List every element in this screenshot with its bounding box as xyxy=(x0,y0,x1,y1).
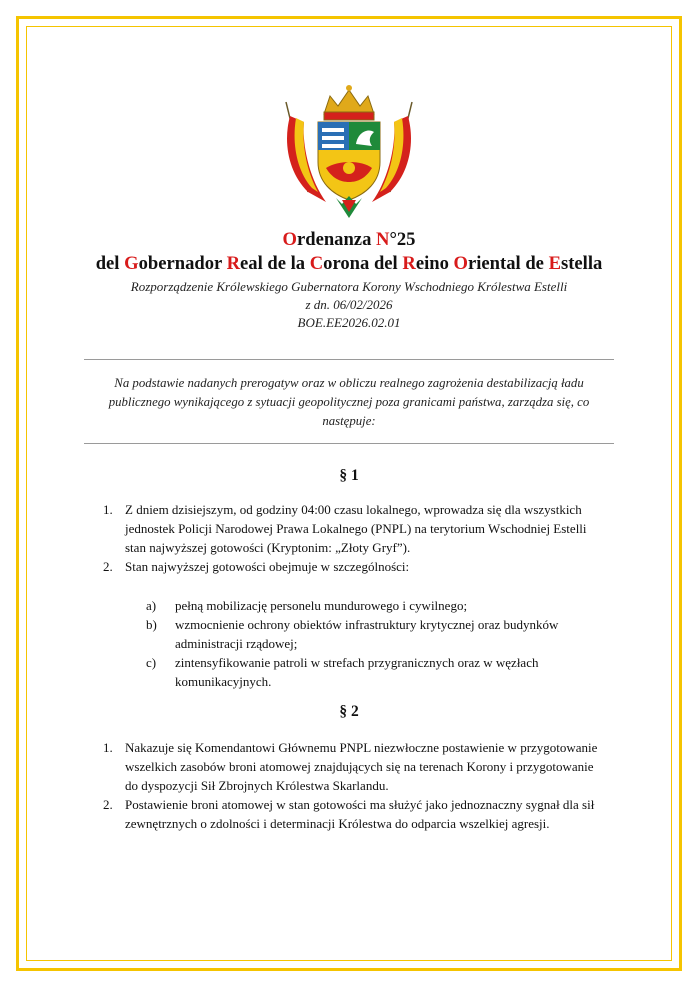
ordinance-issuer: del Gobernador Real de la Corona del Reino Oriental de Estella xyxy=(95,253,603,274)
coat-of-arms-icon xyxy=(278,82,420,222)
sub-list-item: c) zintensyfikowanie patroli w strefach przygranicznych oraz w węzłach komunikacyjnych. xyxy=(146,655,539,689)
section-2-list xyxy=(103,738,608,833)
sub-list-item: b) wzmocnienie ochrony obiektów infrastruktury krytycznej oraz budynków administracji rządowej; xyxy=(146,617,559,651)
section-1-sublist xyxy=(146,596,616,691)
list-item: 2. Stan najwyższej gotowości obejmuje w szczególności: xyxy=(103,559,410,574)
subtitle: Rozporządzenie Królewskiego Gubernatora Korony Wschodniego Królestwa Estelli xyxy=(130,279,568,294)
preamble: Na podstawie nadanych prerogatyw oraz w obliczu realnego zagrożenia destabilizacją ładu publicznego wynikającego z sytuacji geopolitycznej poza granicami państwa, zarządza się, co następuje: xyxy=(108,376,590,428)
list-item: 2. Postawienie broni atomowej w stan gotowości ma służyć jako jednoznaczny sygnał dla sił zewnętrznych o zdolności i determinacji Królestwa do odparcia wszelkiej agresji. xyxy=(103,797,595,831)
reference: BOE.EE2026.02.01 xyxy=(297,315,401,330)
list-item: 1. Z dniem dzisiejszym, od godziny 04:00 czasu lokalnego, wprowadza się dla wszystkich jednostek Policji Narodowej Prawa Lokalnego (PNPL) na terytorium Wschodniej Estelli stan najwyższej gotowości (Kryptonim: „Złoty Gryf”). xyxy=(103,502,587,555)
title-block xyxy=(60,228,638,332)
sub-list-item: a) pełną mobilizację personelu mundurowego i cywilnego; xyxy=(146,598,468,613)
section-heading-2: § 2 xyxy=(339,703,359,720)
section-1-list xyxy=(103,500,608,576)
list-item: 1. Nakazuje się Komendantowi Głównemu PNPL niezwłoczne postawienie w przygotowanie wszelkich zasobów broni atomowej znajdujących się na terenach Korony i przygotowanie do dyspozycji Sił Zbrojnych Królestwa Skarlandu. xyxy=(103,740,598,793)
section-heading-1: § 1 xyxy=(339,467,359,484)
divider-bottom xyxy=(84,443,614,444)
date: z dn. 06/02/2026 xyxy=(305,297,393,312)
ordinance-title: Ordenanza N°25 xyxy=(282,229,416,250)
divider-top xyxy=(84,359,614,360)
